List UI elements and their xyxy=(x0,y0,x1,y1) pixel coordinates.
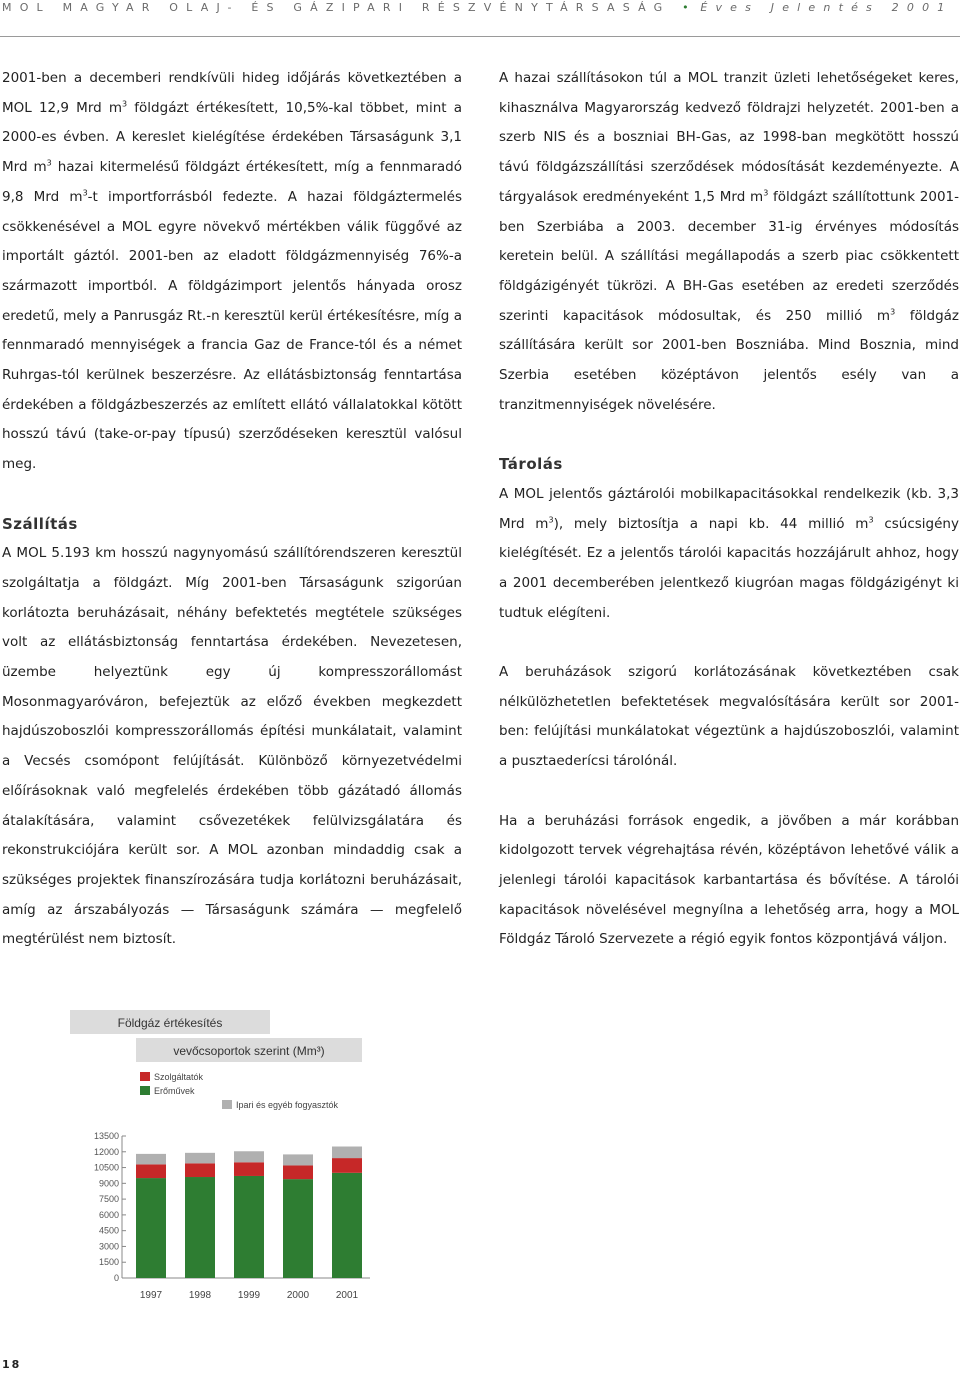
legend-label-0: Szolgáltatók xyxy=(154,1072,204,1082)
y-tick-label-3: 4500 xyxy=(98,1225,119,1236)
bar-1998-1 xyxy=(185,1163,215,1177)
left-paragraph-2: A MOL 5.193 km hosszú nagynyomású szállítórendszeren keresztül szolgáltatja a földgázt. Míg 2001-ben Társaságunk szigorúan korlátozta beruházásait, néhány befektetés megtétele szükséges volt az ellátásbiztonság fenntartása érdekében. Nevezetesen, üzembe helyeztünk egy új kompresszorállomást Mosonmagyaróváron, befejeztük az előző években megkezdett hajdúszoboszlói kompresszorállomás építési munkálatait, valamint a Vecsés csomópont felújítását. Különböző környezetvédelmi előírásoknak való megfelelés érdekében több gázátadó állomás átalakítására, valamint csővezetékek felülvizsgálatára és rekonstrukciójára került sor. A MOL azonban mindaddig csak a szükséges projektek finanszírozására tudja korlátozni beruházásait, amíg az árszabályozás — Társaságunk számára — megfelelő megtérülést nem biztosít. xyxy=(2,545,462,948)
legend-swatch-1 xyxy=(140,1086,150,1095)
bar-1999-1 xyxy=(234,1162,264,1176)
bar-2000-1 xyxy=(283,1165,313,1179)
y-tick-label-5: 7500 xyxy=(98,1194,119,1205)
header-text xyxy=(2,0,952,16)
header-bullet-icon: • xyxy=(682,1,689,14)
bar-1997-0 xyxy=(136,1178,166,1278)
header-company: MOL MAGYAR OLAJ- ÉS GÁZIPARI RÉSZVÉNYTÁRSASÁG xyxy=(2,1,671,14)
chart-svg xyxy=(70,1010,400,1310)
y-tick-label-8: 12000 xyxy=(93,1146,119,1157)
header-report-title: Éves Jelentés 2001 xyxy=(700,1,953,14)
y-tick-label-6: 9000 xyxy=(98,1178,119,1189)
bar-2001-1 xyxy=(332,1158,362,1173)
x-tick-label-1998: 1998 xyxy=(188,1290,212,1301)
bar-1998-2 xyxy=(185,1153,215,1164)
x-tick-label-1997: 1997 xyxy=(139,1290,163,1301)
header-divider xyxy=(0,36,960,37)
right-column xyxy=(499,64,959,955)
right-paragraph-4: Ha a beruházási források engedik, a jövőben a már korábban kidolgozott tervek végrehajtása révén, középtávon lehetővé válik a jelenlegi tárolói kapacitások karbantartása és bővítése. A tárolói kapacitások növelésével megnyílna a lehetőség arra, hogy a MOL Földgáz Tároló Szervezete a régió egyik fontos központjává váljon. xyxy=(499,812,959,948)
bar-1999-2 xyxy=(234,1151,264,1162)
y-tick-label-4: 6000 xyxy=(98,1209,119,1220)
left-paragraph-1: 2001-ben a decemberi rendkívüli hideg időjárás következtében a MOL 12,9 Mrd $m^3$ földgázt értékesített, 10,5%-kal többet, mint a 2000-es évben. A kereslet kielégítése érdekében Társaságunk 3,1 Mrd $m^3$ hazai kitermelésű földgázt értékesített, míg a fennmaradó 9,8 Mrd $m^3-t$ importforrásból fedezte. A hazai földgáztermelés csökkenésével a MOL egyre növekvő mértékben válik függővé az importált gáztól. 2001-ben az eladott földgázmennyiség 76%-a származott importból. A földgázimport jelentős hányada orosz eredetű, mely a Panrusgáz Rt.-n keresztül kerül értékesítésre, míg a fennmaradó mennyiségek a francia Gaz de France-tól és a német Ruhrgas-tól kerülnek beszerzésre. Az ellátásbiztonság fenntartása érdekében a földgázbeszerzés az említett ellátó vállalatokkal kötött hosszú távú (take-or-pay típusú) szerződéseken keresztül valósul meg. xyxy=(2,70,463,473)
bar-2000-2 xyxy=(283,1154,313,1165)
legend-label-2: Ipari és egyéb fogyasztók xyxy=(236,1100,339,1110)
heading-szallitas: Szállítás xyxy=(2,514,78,533)
x-tick-label-1999: 1999 xyxy=(237,1290,261,1301)
x-tick-label-2001: 2001 xyxy=(335,1290,359,1301)
left-column xyxy=(2,64,462,955)
legend-label-1: Erőművek xyxy=(154,1086,195,1096)
right-paragraph-3: A beruházások szigorú korlátozásának következtében csak nélkülözhetetlen befektetések megvalósítására került sor 2001-ben: felújítási munkálatokat végeztünk a hajdúszoboszlói, valamint a pusztaederícsi tárolónál. xyxy=(499,664,959,770)
legend-swatch-0 xyxy=(140,1072,150,1081)
legend-swatch-2 xyxy=(222,1100,232,1109)
x-tick-label-2000: 2000 xyxy=(286,1290,310,1301)
right-paragraph-2: A MOL jelentős gáztárolói mobilkapacitásokkal rendelkezik (kb. 3,3 Mrd $m^3$), mely biztosítja a napi kb. 44 millió $m^3$ csúcsigény kielégítését. Ez a jelentős tárolói kapacitás hozzájárult ahhoz, hogy a 2001 decemberében jelentkező kiugróan magas földgázigényt ki tudtuk elégíteni. xyxy=(499,485,959,621)
page-number: 18 xyxy=(2,1358,22,1371)
heading-tarolas: Tárolás xyxy=(499,455,563,474)
chart-subtitle: vevőcsoportok szerint (Mm³) xyxy=(173,1044,325,1058)
y-tick-label-7: 10500 xyxy=(93,1162,119,1173)
bar-1999-0 xyxy=(234,1176,264,1278)
right-paragraph-1: A hazai szállításokon túl a MOL tranzit üzleti lehetőségeket keres, kihasználva Magyarország kedvező földrajzi helyzetét. 2001-ben a szerb NIS és a boszniai BH-Gas, az 1998-ban megkötött hosszú távú földgázszállítási szerződések módosítását kezdeményezte. A tárgyalások eredményeként 1,5 Mrd $m^3$ földgázt szállítottunk 2001-ben Szerbiába a 2003. december 31-ig érvényes módosítás keretein belül. A szállítási megállapodás a szerb piac csökkentett földgázigényét tükrözi. A BH-Gas esetében az eredeti szerződés szerinti kapacitások módosultak, és 250 millió $m^3$ földgáz szállítására került sor 2001-ben Boszniába. Mind Bosznia, mind Szerbia esetében középtávon jelentős esély van a tranzitmennyiségek növelésére. xyxy=(499,70,959,413)
bar-1997-1 xyxy=(136,1164,166,1178)
chart-title: Földgáz értékesítés xyxy=(117,1016,223,1030)
bar-2000-0 xyxy=(283,1179,313,1278)
bar-1997-2 xyxy=(136,1154,166,1165)
bar-1998-0 xyxy=(185,1177,215,1278)
y-tick-label-9: 13500 xyxy=(93,1131,119,1141)
bar-2001-0 xyxy=(332,1173,362,1278)
bar-2001-2 xyxy=(332,1147,362,1159)
y-tick-label-1: 1500 xyxy=(98,1257,119,1268)
sales-chart xyxy=(70,1010,400,1310)
y-tick-label-0: 0 xyxy=(113,1273,119,1283)
running-header xyxy=(0,0,960,28)
y-tick-label-2: 3000 xyxy=(98,1241,119,1252)
